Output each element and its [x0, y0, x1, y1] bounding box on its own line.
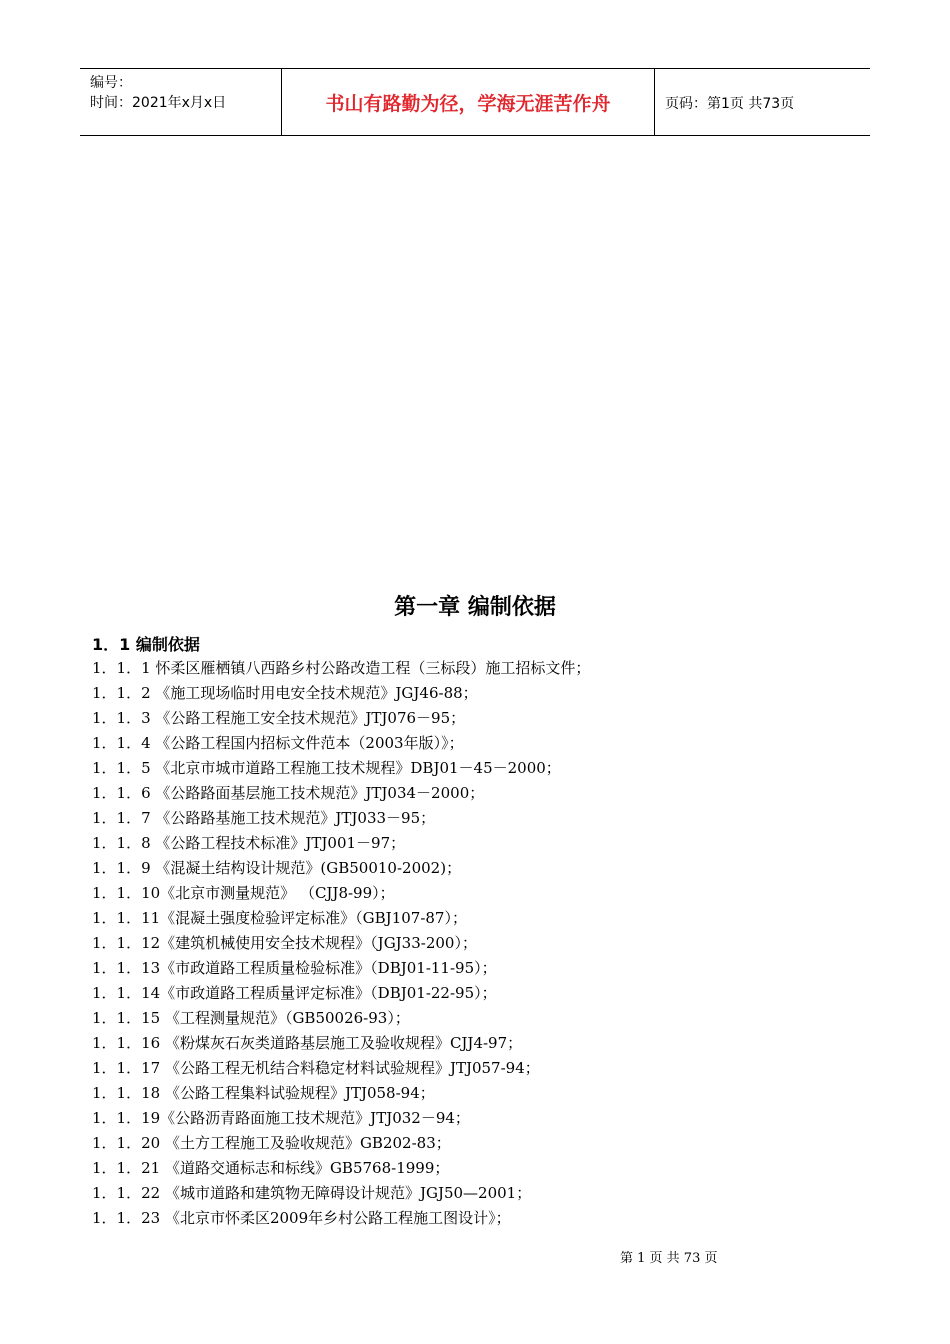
- reference-item: 1．1．5 《北京市城市道路工程施工技术规程》DBJ01－45－2000；: [92, 759, 561, 777]
- reference-item: 1．1．13《市政道路工程质量检验标准》（DBJ01-11-95）；: [92, 959, 497, 977]
- reference-item: 1．1．21 《道路交通标志和标线》GB5768-1999；: [92, 1159, 450, 1177]
- page-footer: 第 1 页 共 73 页: [620, 1251, 718, 1266]
- reference-list: [92, 656, 590, 1231]
- reference-item: 1．1．23 《北京市怀柔区2009年乡村公路工程施工图设计》；: [92, 1209, 511, 1227]
- header-meta: [80, 69, 282, 136]
- header-page-info: 页码：第1页 共73页: [665, 95, 795, 112]
- reference-item: 1．1．3 《公路工程施工安全技术规范》JTJ076－95；: [92, 709, 466, 727]
- page-header: [80, 68, 870, 136]
- reference-item: 1．1．18 《公路工程集料试验规程》JTJ058-94；: [92, 1084, 435, 1102]
- reference-item: 1．1．6 《公路路面基层施工技术规范》JTJ034－2000；: [92, 784, 485, 802]
- reference-item: 1．1．2 《施工现场临时用电安全技术规范》JGJ46-88；: [92, 684, 478, 702]
- reference-item: 1．1．10《北京市测量规范》 （CJJ8-99）；: [92, 884, 395, 902]
- header-motto: 书山有路勤为径，学海无涯苦作舟: [282, 69, 655, 136]
- reference-item: 1．1．17 《公路工程无机结合料稳定材料试验规程》JTJ057-94；: [92, 1059, 540, 1077]
- reference-item: 1．1．15 《工程测量规范》（GB50026-93）；: [92, 1009, 410, 1027]
- reference-item: 1．1．9 《混凝土结构设计规范》(GB50010-2002)；: [92, 859, 462, 877]
- document-date: 时间：2021年x月x日: [90, 95, 227, 111]
- reference-item: 1．1．7 《公路路基施工技术规范》JTJ033－95；: [92, 809, 436, 827]
- reference-item: 1．1．20 《土方工程施工及验收规范》GB202-83；: [92, 1134, 451, 1152]
- reference-item: 1．1．12《建筑机械使用安全技术规程》（JGJ33-200）；: [92, 934, 477, 952]
- section-title: 1．1 编制依据: [92, 635, 200, 654]
- chapter-title: 第一章 编制依据: [394, 595, 556, 620]
- reference-item: 1．1．11《混凝土强度检验评定标准》（GBJ107-87）；: [92, 909, 467, 927]
- document-number-label: 编号：: [90, 75, 132, 91]
- reference-item: 1．1．1 怀柔区雁栖镇八西路乡村公路改造工程（三标段）施工招标文件；: [92, 659, 591, 677]
- reference-item: 1．1．4 《公路工程国内招标文件范本（2003年版）》；: [92, 734, 464, 752]
- reference-item: 1．1．16 《粉煤灰石灰类道路基层施工及验收规程》CJJ4-97；: [92, 1034, 523, 1052]
- reference-item: 1．1．22 《城市道路和建筑物无障碍设计规范》JGJ50—2001；: [92, 1184, 532, 1202]
- reference-item: 1．1．8 《公路工程技术标准》JTJ001－97；: [92, 834, 406, 852]
- reference-item: 1．1．14《市政道路工程质量评定标准》（DBJ01-22-95）；: [92, 984, 497, 1002]
- reference-item: 1．1．19《公路沥青路面施工技术规范》JTJ032－94；: [92, 1109, 470, 1127]
